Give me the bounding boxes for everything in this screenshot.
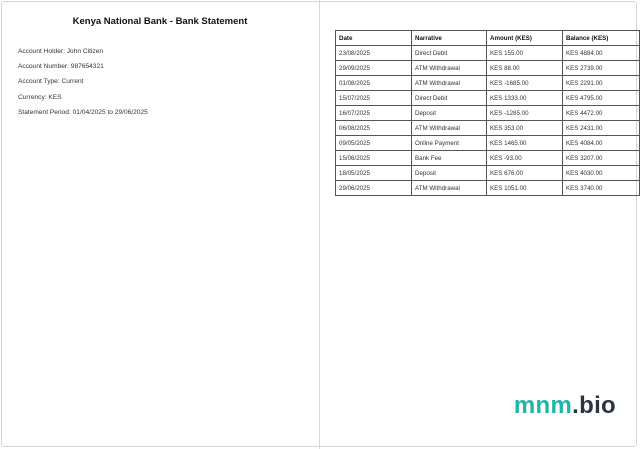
header-narrative: Narrative <box>412 31 487 46</box>
cell-narrative: Deposit <box>412 166 487 181</box>
cell-date: 01/08/2025 <box>336 76 412 91</box>
cell-balance: KES 4084.00 <box>563 136 640 151</box>
cell-date: 15/07/2025 <box>336 91 412 106</box>
table-row <box>336 136 640 151</box>
watermark-part2: .bio <box>572 392 616 419</box>
table-row <box>336 91 640 106</box>
cell-date: 16/07/2025 <box>336 106 412 121</box>
cell-amount: KES 155.00 <box>487 46 563 61</box>
table-row <box>336 61 640 76</box>
cell-balance: KES 4030.00 <box>563 166 640 181</box>
cell-amount: KES 1465.00 <box>487 136 563 151</box>
cell-date: 29/06/2025 <box>336 181 412 196</box>
cell-balance: KES 2431.00 <box>563 121 640 136</box>
cell-date: 18/05/2025 <box>336 166 412 181</box>
cell-date: 15/06/2025 <box>336 151 412 166</box>
cell-date: 06/08/2025 <box>336 121 412 136</box>
cell-narrative: Direct Debit <box>412 46 487 61</box>
cell-amount: KES 1333.00 <box>487 91 563 106</box>
statement-period: Statement Period: 01/04/2025 to 29/06/2025 <box>18 109 148 116</box>
cell-narrative: ATM Withdrawal <box>412 61 487 76</box>
cell-amount: KES -1285.00 <box>487 106 563 121</box>
cell-narrative: ATM Withdrawal <box>412 121 487 136</box>
cell-amount: KES 1051.00 <box>487 181 563 196</box>
page-right <box>320 0 640 449</box>
table-row <box>336 76 640 91</box>
table-row <box>336 151 640 166</box>
watermark-part1: mnm <box>513 392 573 419</box>
cell-balance: KES 4884.00 <box>563 46 640 61</box>
cell-narrative: Bank Fee <box>412 151 487 166</box>
table-row <box>336 181 640 196</box>
table-row <box>336 46 640 61</box>
currency: Currency: KES <box>18 94 62 101</box>
cell-balance: KES 4472.00 <box>563 106 640 121</box>
statement-title: Kenya National Bank - Bank Statement <box>72 16 248 27</box>
cell-narrative: ATM Withdrawal <box>412 181 487 196</box>
cell-amount: KES 88.00 <box>487 61 563 76</box>
cell-amount: KES -1685.00 <box>487 76 563 91</box>
cell-narrative: Deposit <box>412 106 487 121</box>
transactions-table <box>335 30 640 196</box>
cell-balance: KES 4795.00 <box>563 91 640 106</box>
header-date: Date <box>336 31 412 46</box>
cell-balance: KES 2291.00 <box>563 76 640 91</box>
cell-amount: KES 676.00 <box>487 166 563 181</box>
cell-amount: KES 353.00 <box>487 121 563 136</box>
cell-date: 23/08/2025 <box>336 46 412 61</box>
account-holder: Account Holder: John Citizen <box>18 48 104 55</box>
cell-balance: KES 2739.00 <box>563 61 640 76</box>
table-row <box>336 106 640 121</box>
cell-date: 09/05/2025 <box>336 136 412 151</box>
cell-narrative: Online Payment <box>412 136 487 151</box>
cell-balance: KES 3207.00 <box>563 151 640 166</box>
cell-balance: KES 3740.00 <box>563 181 640 196</box>
cell-narrative: Direct Debit <box>412 91 487 106</box>
table-row <box>336 166 640 181</box>
account-type: Account Type: Current <box>18 78 84 85</box>
account-number: Account Number: 987654321 <box>18 63 104 70</box>
cell-date: 29/09/2025 <box>336 61 412 76</box>
cell-narrative: ATM Withdrawal <box>412 76 487 91</box>
header-balance: Balance (KES) <box>563 31 640 46</box>
header-amount: Amount (KES) <box>487 31 563 46</box>
cell-amount: KES -93.00 <box>487 151 563 166</box>
table-row <box>336 121 640 136</box>
table-header-row <box>336 31 640 46</box>
watermark-logo <box>514 392 616 420</box>
